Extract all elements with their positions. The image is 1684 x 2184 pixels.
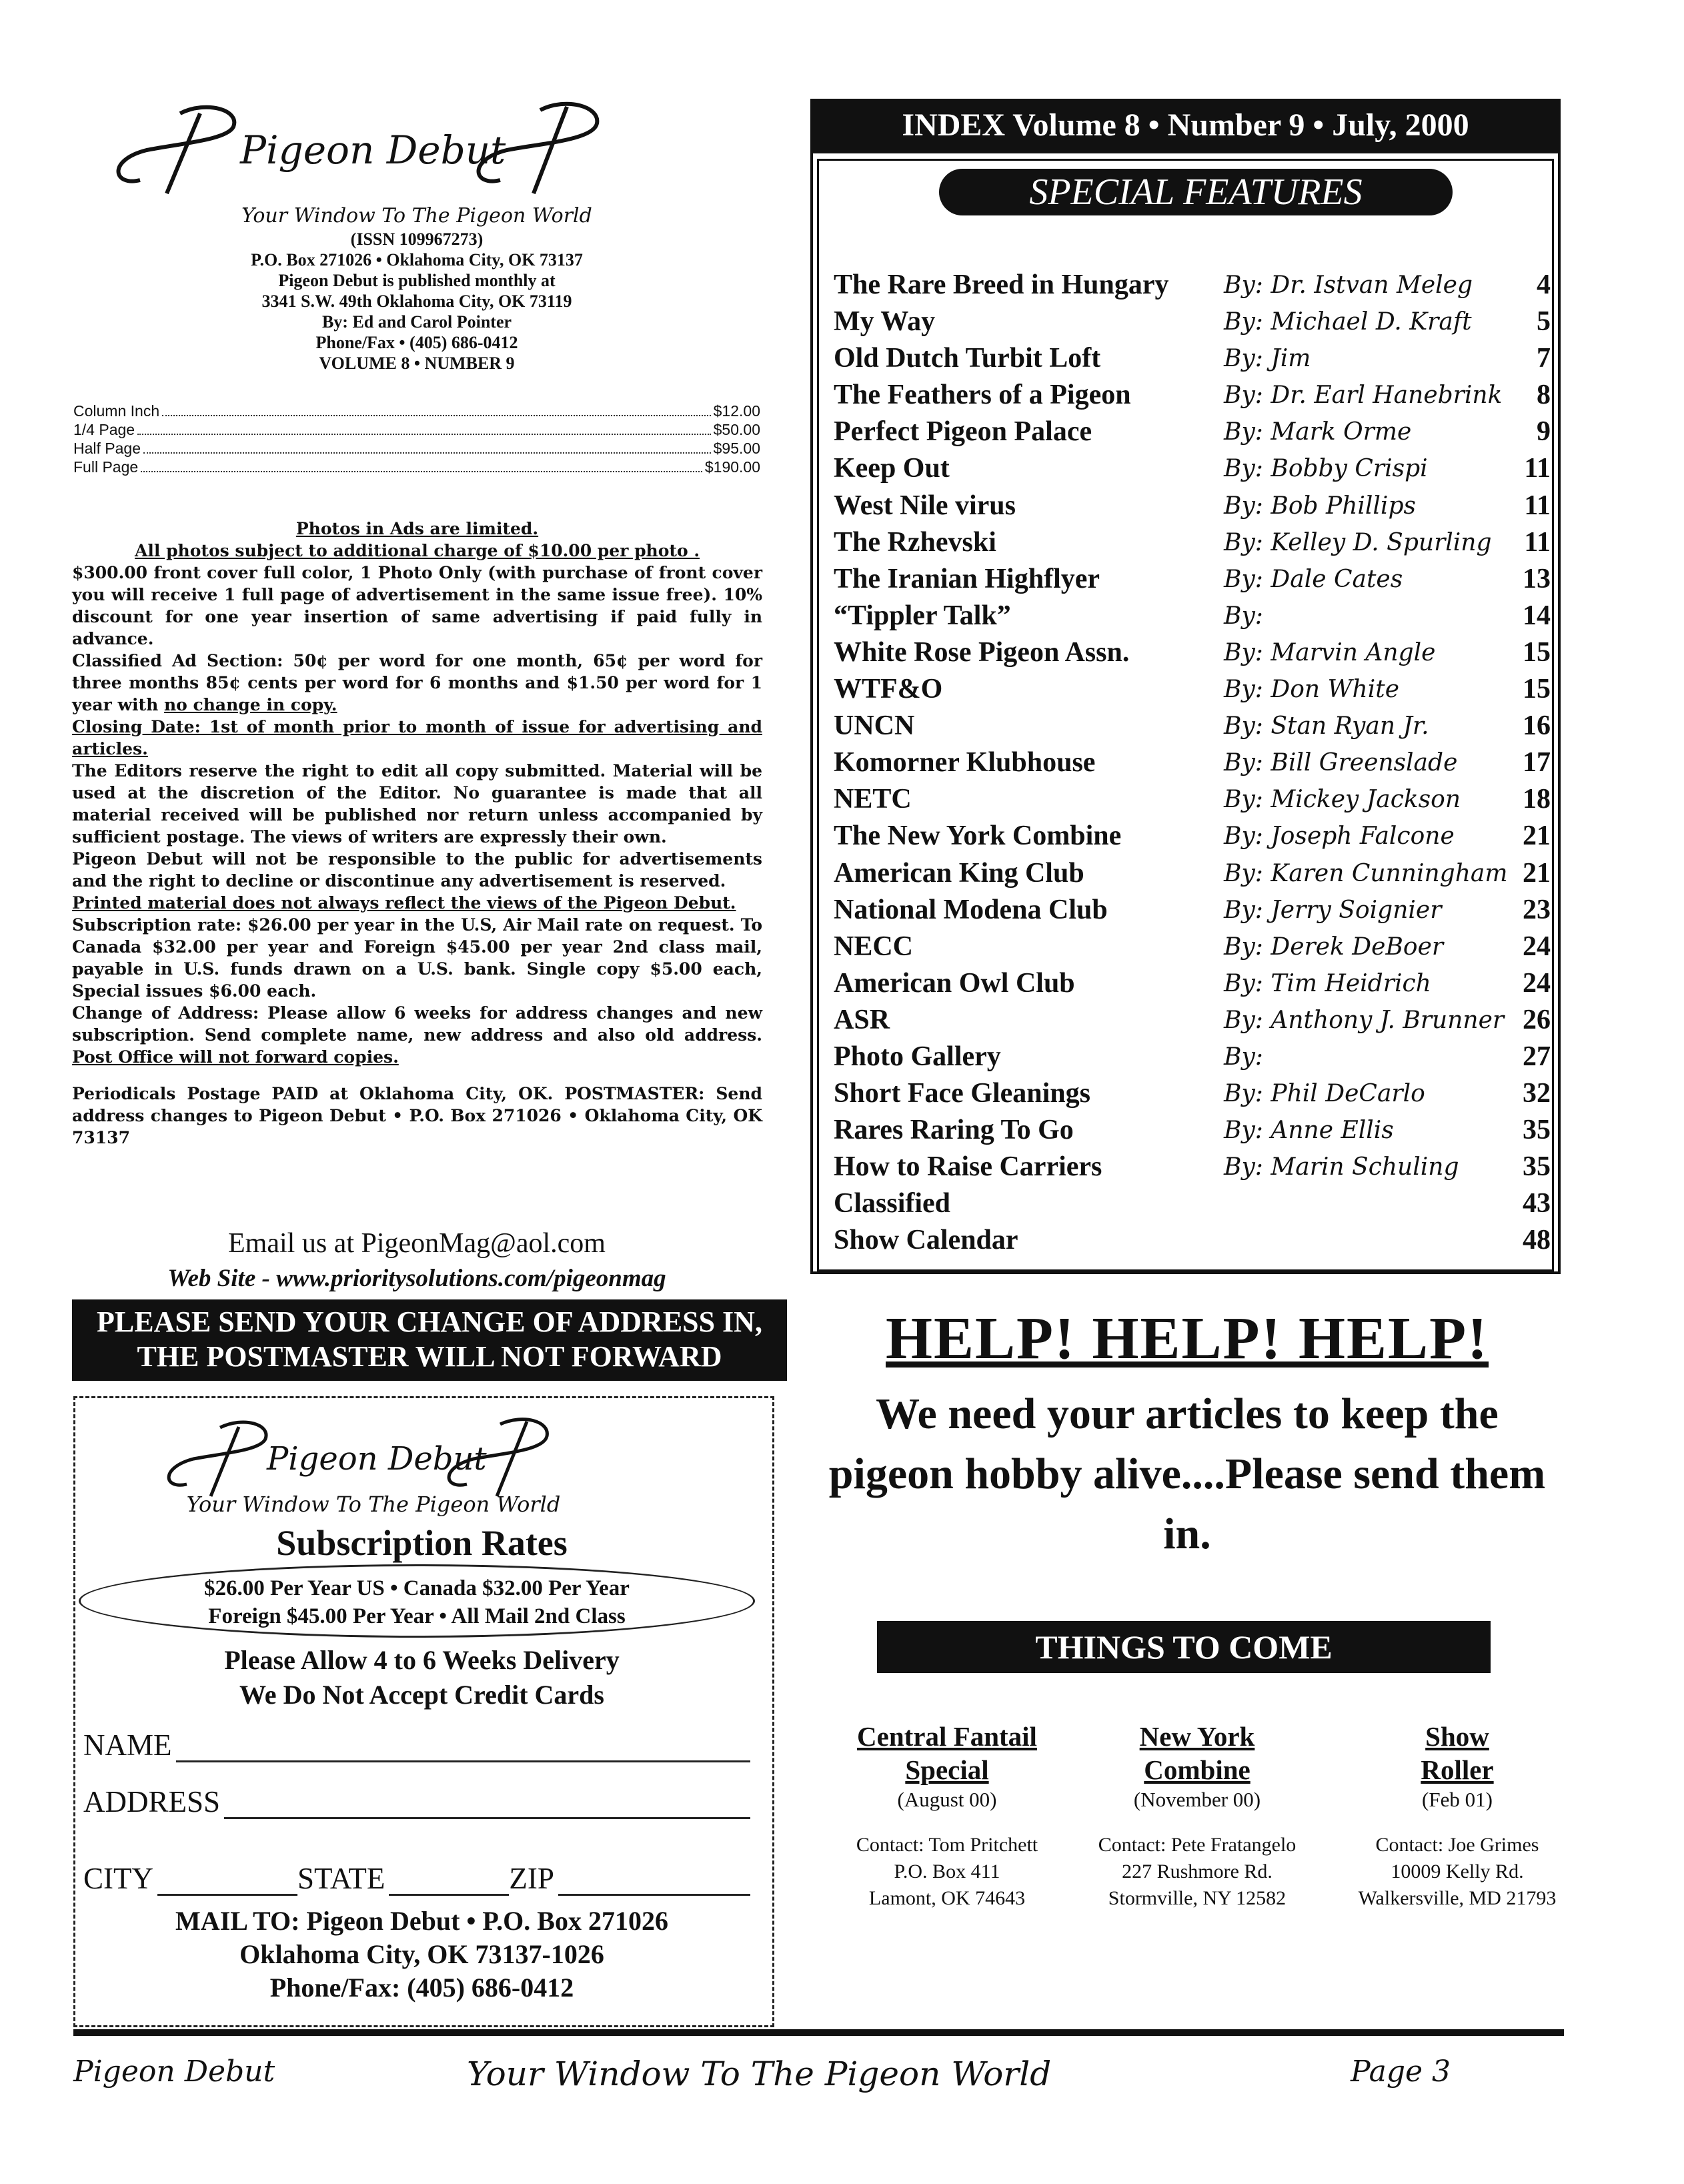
toc-page: 7 <box>1537 343 1551 374</box>
toc-page: 48 <box>1523 1225 1551 1256</box>
rate-row <box>73 420 760 439</box>
classified-prefix: Classified Ad Section: 50¢ per word for one month, 65¢ per word for three months 85¢ cents per word for 6 months and $1.50 per word for 1 year with <box>72 651 762 714</box>
toc-page: 23 <box>1523 894 1551 925</box>
policy-text <box>72 518 762 1149</box>
event-central-fantail <box>827 1720 1067 1912</box>
editors-text: The Editors reserve the right to edit all copy submitted. Material will be used at the discretion of the Editor. No guarantee is made that all material received will be published nor return unless accompanied by sufficient postage. The views of writers are expressly their own. <box>72 761 762 847</box>
contact-line: 227 Rushmore Rd. <box>1122 1860 1273 1882</box>
toc-author: By: Michael D. Kraft <box>1224 308 1472 336</box>
state-input-line[interactable] <box>389 1867 509 1896</box>
toc-row <box>834 598 1551 634</box>
name-label: NAME <box>83 1728 172 1762</box>
toc-page: 35 <box>1523 1115 1551 1146</box>
mail-city-line: Oklahoma City, OK 73137-1026 <box>239 1939 604 1969</box>
toc-row <box>834 634 1551 671</box>
rates-line: $26.00 Per Year US • Canada $32.00 Per Year <box>204 1576 630 1600</box>
rate-price: $12.00 <box>713 402 760 420</box>
event-contact <box>1077 1832 1317 1912</box>
toc-title: “Tippler Talk” <box>834 600 1011 631</box>
toc-author: By: Karen Cunningham <box>1224 859 1508 887</box>
toc-author: By: Don White <box>1224 676 1400 704</box>
zip-input-line[interactable] <box>558 1867 750 1896</box>
toc-page: 14 <box>1523 600 1551 631</box>
toc-row <box>834 377 1551 414</box>
toc-row <box>834 744 1551 781</box>
toc-row <box>834 414 1551 450</box>
toc-title: ASR <box>834 1004 890 1035</box>
toc-page: 11 <box>1524 453 1551 484</box>
toc-row <box>834 304 1551 340</box>
toc-page: 15 <box>1523 636 1551 668</box>
toc-title: Perfect Pigeon Palace <box>834 416 1092 448</box>
banner-line: PLEASE SEND YOUR CHANGE OF ADDRESS IN, <box>97 1305 762 1338</box>
contact-line: 10009 Kelly Rd. <box>1391 1860 1524 1882</box>
toc-title: The Feathers of a Pigeon <box>834 380 1131 411</box>
toc-title: National Modena Club <box>834 894 1108 925</box>
toc-row <box>834 855 1551 892</box>
delivery-notice <box>73 1643 770 1712</box>
event-contact <box>1331 1832 1584 1912</box>
toc-title: Photo Gallery <box>834 1041 1001 1072</box>
toc-page: 24 <box>1523 967 1551 999</box>
responsibility-text: Pigeon Debut will not be responsible to the public for advertisements and the right to decline or discontinue any advertisement is reserved. <box>72 849 762 891</box>
toc-page: 26 <box>1523 1004 1551 1035</box>
subscription-text: Subscription rate: $26.00 per year in the U.S, Air Mail rate on request. To Canada $32.00 per year and Foreign $45.00 per year 2nd class mail, payable in U.S. funds drawn on a U.S. bank. Single copy $5.00 each, Special issues $6.00 each. <box>72 915 762 1001</box>
mail-to-line: MAIL TO: Pigeon Debut • P.O. Box 271026 <box>175 1906 668 1936</box>
photos-limited: Photos in Ads are limited. <box>295 519 539 538</box>
toc-page: 16 <box>1523 710 1551 742</box>
toc-title: American Owl Club <box>834 967 1075 999</box>
toc-row <box>834 929 1551 965</box>
no-credit-line: We Do Not Accept Credit Cards <box>239 1680 604 1710</box>
toc-page: 43 <box>1523 1188 1551 1219</box>
change-address-text <box>72 1002 762 1068</box>
toc-author: By: <box>1224 602 1263 630</box>
event-new-york-combine <box>1077 1720 1317 1912</box>
event-title: New York <box>1139 1721 1255 1752</box>
toc-author: By: Joseph Falcone <box>1224 823 1455 851</box>
rate-price: $190.00 <box>704 458 760 476</box>
toc-author: By: Jim <box>1224 345 1311 373</box>
toc-row <box>834 1185 1551 1222</box>
toc-title: White Rose Pigeon Assn. <box>834 636 1130 668</box>
toc-author: By: Dr. Istvan Meleg <box>1224 271 1473 299</box>
pigeon-debut-logo <box>100 87 734 203</box>
toc-page: 18 <box>1523 784 1551 815</box>
toc-row <box>834 1112 1551 1149</box>
toc-row <box>834 1075 1551 1112</box>
event-title: Central Fantail <box>857 1721 1037 1752</box>
toc-title: The Rzhevski <box>834 526 996 558</box>
address-field[interactable] <box>83 1784 750 1819</box>
toc-title: How to Raise Carriers <box>834 1151 1102 1183</box>
toc-page: 11 <box>1524 526 1551 558</box>
contact-line: Walkersville, MD 21793 <box>1358 1887 1557 1909</box>
rates-line: Foreign $45.00 Per Year • All Mail 2nd Class <box>208 1604 626 1628</box>
rate-row <box>73 439 760 458</box>
toc-author: By: Anthony J. Brunner <box>1224 1006 1505 1034</box>
event-title: Special <box>905 1754 989 1785</box>
toc-page: 21 <box>1523 821 1551 852</box>
toc-row <box>834 708 1551 744</box>
toc-author: By: Anne Ellis <box>1224 1117 1394 1145</box>
toc-row <box>834 1149 1551 1185</box>
toc-page: 32 <box>1523 1078 1551 1109</box>
toc-title: UNCN <box>834 710 915 742</box>
toc-row <box>834 781 1551 818</box>
event-contact <box>827 1832 1067 1912</box>
toc-page: 4 <box>1537 269 1551 300</box>
email-line[interactable]: Email us at PigeonMag@aol.com <box>228 1228 606 1259</box>
contact-line: Contact: Tom Pritchett <box>856 1834 1038 1856</box>
coupon-logo-text: Pigeon Debut <box>267 1440 487 1478</box>
toc-title: Keep Out <box>834 453 950 484</box>
toc-page: 35 <box>1523 1151 1551 1183</box>
mail-to-block <box>73 1904 770 2005</box>
toc-row <box>834 1002 1551 1039</box>
toc-title: The Iranian Highflyer <box>834 563 1100 594</box>
toc-author: By: Stan Ryan Jr. <box>1224 712 1429 740</box>
toc-page: 24 <box>1523 931 1551 962</box>
toc-row <box>834 450 1551 487</box>
toc-title: Classified <box>834 1188 951 1219</box>
contact-line: Lamont, OK 74643 <box>868 1887 1026 1909</box>
photos-charge: All photos subject to additional charge of $10.00 per photo . <box>134 541 700 560</box>
toc-page: 9 <box>1537 416 1551 448</box>
address-line: 3341 S.W. 49th Oklahoma City, OK 73119 <box>261 292 572 311</box>
rate-label: Full Page <box>73 458 139 476</box>
toc-author: By: Kelley D. Spurling <box>1224 528 1492 556</box>
toc-page: 5 <box>1537 306 1551 338</box>
periodicals-text: Periodicals Postage PAID at Oklahoma City, OK. POSTMASTER: Send address changes to Pigeon Debut • P.O. Box 271026 • Oklahoma City, OK 73137 <box>72 1084 762 1147</box>
rate-label: Half Page <box>73 440 141 457</box>
toc-title: Show Calendar <box>834 1225 1018 1256</box>
rate-label: 1/4 Page <box>73 421 135 438</box>
rate-price: $95.00 <box>713 440 760 457</box>
toc-row <box>834 892 1551 929</box>
toc-author: By: Bill Greenslade <box>1224 749 1458 777</box>
toc-row <box>834 965 1551 1002</box>
toc-title: Komorner Klubhouse <box>834 747 1096 778</box>
toc-title: My Way <box>834 306 936 338</box>
toc-author: By: Bob Phillips <box>1224 492 1416 520</box>
address-label: ADDRESS <box>83 1785 221 1818</box>
zip-label: ZIP <box>509 1862 554 1895</box>
toc-page: 8 <box>1537 380 1551 411</box>
contact-line: Contact: Joe Grimes <box>1375 1834 1539 1856</box>
change-address-banner <box>72 1299 787 1381</box>
masthead-tagline: Your Window To The Pigeon World <box>241 204 592 227</box>
banner-line: THE POSTMASTER WILL NOT FORWARD <box>137 1340 722 1373</box>
toc-page: 17 <box>1523 747 1551 778</box>
toc-author: By: Mickey Jackson <box>1224 786 1461 814</box>
event-date: (November 00) <box>1133 1788 1261 1811</box>
toc-row <box>834 1222 1551 1259</box>
table-of-contents <box>834 267 1551 1259</box>
toc-row <box>834 524 1551 561</box>
toc-page: 13 <box>1523 563 1551 594</box>
toc-title: The New York Combine <box>834 821 1122 852</box>
address-line: VOLUME 8 • NUMBER 9 <box>319 354 515 373</box>
city-input-line[interactable] <box>157 1867 297 1896</box>
toc-title: Short Face Gleanings <box>834 1078 1090 1109</box>
toc-title: NECC <box>834 931 914 962</box>
help-title: HELP! HELP! HELP! <box>885 1305 1489 1372</box>
toc-author: By: Derek DeBoer <box>1224 933 1444 961</box>
name-field[interactable] <box>83 1728 750 1762</box>
toc-title: The Rare Breed in Hungary <box>834 269 1169 300</box>
event-date: (August 00) <box>897 1788 997 1811</box>
toc-page: 15 <box>1523 674 1551 705</box>
rate-row <box>73 458 760 476</box>
printed-material: Printed material does not always reflect the views of the Pigeon Debut. <box>72 893 736 913</box>
event-title: Show <box>1425 1721 1489 1752</box>
toc-title: American King Club <box>834 857 1084 889</box>
front-cover-text: $300.00 front cover full color, 1 Photo Only (with purchase of front cover you will receive 1 full page of advertisement in the same issue free). 10% discount for one year insertion of same advertising if paid fully in advance. <box>72 563 762 648</box>
rate-price: $50.00 <box>713 421 760 438</box>
city-state-zip-field[interactable] <box>83 1861 750 1896</box>
toc-author: By: Tim Heidrich <box>1224 969 1431 997</box>
toc-row <box>834 671 1551 708</box>
things-to-come-banner: THINGS TO COME <box>877 1621 1491 1673</box>
contact-line: Stormville, NY 12582 <box>1108 1887 1287 1909</box>
address-line: Pigeon Debut is published monthly at <box>278 271 556 290</box>
address-line: By: Ed and Carol Pointer <box>321 312 512 332</box>
toc-row <box>834 561 1551 598</box>
toc-author: By: Mark Orme <box>1224 418 1412 446</box>
toc-title: Old Dutch Turbit Loft <box>834 343 1101 374</box>
toc-row <box>834 488 1551 524</box>
special-features-title: SPECIAL FEATURES <box>939 169 1453 215</box>
ad-rates-list <box>73 402 760 476</box>
help-text: We need your articles to keep the pigeon hobby alive....Please send them in. <box>828 1390 1546 1558</box>
rate-label: Column Inch <box>73 402 160 420</box>
toc-page: 21 <box>1523 857 1551 889</box>
event-title: Roller <box>1421 1754 1494 1785</box>
index-header: INDEX Volume 8 • Number 9 • July, 2000 <box>810 99 1561 153</box>
toc-author: By: Dale Cates <box>1224 565 1403 593</box>
rate-row <box>73 402 760 420</box>
toc-row <box>834 1039 1551 1075</box>
mail-phone-line: Phone/Fax: (405) 686-0412 <box>269 1973 574 2003</box>
toc-author: By: Marvin Angle <box>1224 638 1436 666</box>
coupon-tagline: Your Window To The Pigeon World <box>186 1492 561 1517</box>
toc-author: By: <box>1224 1043 1263 1071</box>
coupon-rates <box>93 1574 740 1630</box>
closing-date: Closing Date: 1st of month prior to month of issue for advertising and articles. <box>72 717 762 758</box>
event-show-roller <box>1331 1720 1584 1912</box>
toc-title: Rares Raring To Go <box>834 1115 1074 1146</box>
toc-author: By: Bobby Crispi <box>1224 455 1428 483</box>
subscription-title: Subscription Rates <box>276 1523 568 1563</box>
toc-author: By: Jerry Soignier <box>1224 896 1442 924</box>
address-line: Phone/Fax • (405) 686-0412 <box>315 333 518 352</box>
coupon-logo <box>153 1404 660 1504</box>
address-input-line[interactable] <box>224 1790 750 1819</box>
classified-text <box>72 650 762 716</box>
toc-page: 11 <box>1524 490 1551 521</box>
toc-row <box>834 340 1551 377</box>
change-address-underlined: Post Office will not forward copies. <box>72 1047 399 1067</box>
city-label: CITY <box>83 1862 153 1895</box>
website-line[interactable]: Web Site - www.prioritysolutions.com/pigeonmag <box>167 1265 666 1292</box>
toc-row <box>834 818 1551 855</box>
toc-title: West Nile virus <box>834 490 1016 521</box>
toc-author: By: Dr. Earl Hanebrink <box>1224 382 1503 410</box>
toc-row <box>834 267 1551 304</box>
masthead-info <box>70 203 764 374</box>
address-line: P.O. Box 271026 • Oklahoma City, OK 73137 <box>251 250 583 269</box>
toc-page: 27 <box>1523 1041 1551 1072</box>
change-address-prefix: Change of Address: Please allow 6 weeks for address changes and new subscription. Send complete name, new address and also old address. <box>72 1003 762 1045</box>
toc-title: WTF&O <box>834 674 943 705</box>
name-input-line[interactable] <box>176 1734 751 1762</box>
event-title: Combine <box>1144 1754 1250 1785</box>
contact-line: Contact: Pete Fratangelo <box>1098 1834 1297 1856</box>
logo-text: Pigeon Debut <box>240 127 506 173</box>
footer-title: Pigeon Debut <box>73 2055 275 2089</box>
toc-author: By: Marin Schuling <box>1224 1153 1459 1181</box>
toc-title: NETC <box>834 784 912 815</box>
event-date: (Feb 01) <box>1422 1788 1493 1811</box>
state-label: STATE <box>297 1862 385 1895</box>
toc-author: By: Phil DeCarlo <box>1224 1080 1425 1108</box>
contact-line: P.O. Box 411 <box>894 1860 1000 1882</box>
page-number: Page 3 <box>1351 2055 1451 2089</box>
footer-tagline: Your Window To The Pigeon World <box>467 2055 1052 2093</box>
footer-rule <box>73 2029 1564 2036</box>
classified-underlined: no change in copy. <box>163 695 337 714</box>
issn: (ISSN 109967273) <box>350 229 484 249</box>
delivery-line: Please Allow 4 to 6 Weeks Delivery <box>224 1645 620 1675</box>
